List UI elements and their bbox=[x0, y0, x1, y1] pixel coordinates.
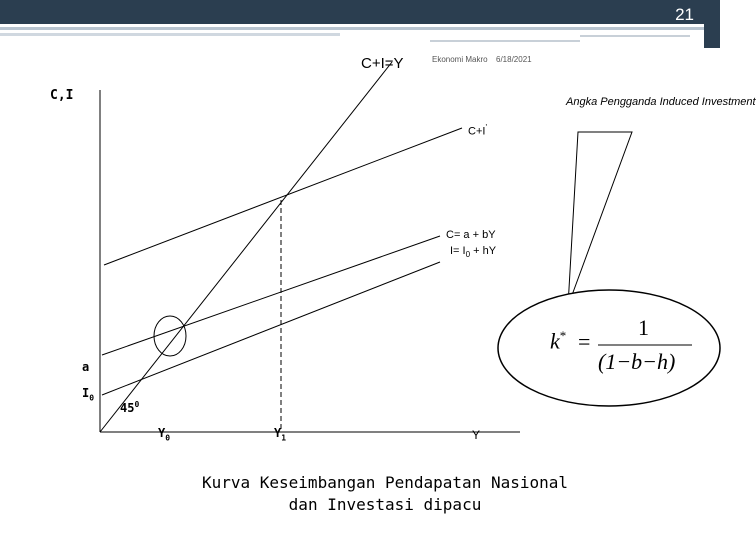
label-y1 bbox=[274, 426, 286, 442]
label-consumption-function: C= a + bY bbox=[446, 229, 496, 241]
y0-sub: 0 bbox=[165, 433, 171, 443]
formula-denominator: (1−b−h) bbox=[598, 349, 676, 374]
label-y0 bbox=[158, 426, 170, 442]
label-c-plus-i-prime bbox=[468, 123, 487, 138]
formula-numerator: 1 bbox=[638, 315, 649, 340]
investment-suffix: + hY bbox=[470, 245, 497, 257]
caption-line-1: Kurva Keseimbangan Pendapatan Nasional bbox=[201, 473, 569, 492]
y1-sub: 1 bbox=[281, 433, 287, 443]
label-x-axis-y: Y bbox=[472, 428, 481, 442]
label-a-intercept: a bbox=[82, 360, 90, 374]
intersection-highlight-circle bbox=[154, 316, 186, 356]
angle-degree-mark: 0 bbox=[134, 400, 140, 409]
label-prime-mark: ' bbox=[485, 123, 487, 132]
label-i0-intercept bbox=[82, 386, 94, 402]
investment-prefix: I= I bbox=[450, 245, 466, 257]
line-c-plus-i-prime bbox=[104, 128, 462, 265]
footer-center-text: Ekonomi Makro bbox=[432, 55, 488, 64]
footer-date: 6/18/2021 bbox=[496, 55, 532, 64]
y0-main: Y bbox=[158, 426, 166, 440]
callout-bubble-pointer bbox=[568, 132, 632, 306]
y1-main: Y bbox=[274, 426, 282, 440]
line-45-degree bbox=[100, 62, 392, 432]
formula-oval bbox=[498, 290, 720, 406]
investment-sub: 0 bbox=[465, 250, 471, 260]
slide-caption bbox=[150, 472, 620, 516]
angle-value: 45 bbox=[120, 401, 135, 415]
caption-line-2: dan Investasi dipacu bbox=[288, 495, 482, 514]
label-c-plus-i-equals-y: C+I=Y bbox=[361, 55, 404, 72]
line-investment bbox=[102, 262, 440, 395]
line-consumption bbox=[102, 236, 440, 355]
page-number: 21 bbox=[675, 5, 694, 24]
i0-main: I bbox=[82, 386, 90, 400]
y-axis-label: C,I bbox=[50, 88, 74, 103]
callout-text: Angka Pengganda Induced Investment bbox=[566, 96, 756, 108]
formula-k-star bbox=[550, 328, 566, 354]
formula-equals: = bbox=[578, 329, 591, 354]
label-45-degree bbox=[120, 400, 139, 415]
formula-k: k bbox=[550, 328, 560, 354]
i0-sub: 0 bbox=[89, 393, 95, 403]
formula-star: * bbox=[559, 328, 567, 343]
label-c-plus-i-prime-text: C+I bbox=[468, 125, 486, 138]
label-investment-function bbox=[450, 245, 496, 259]
